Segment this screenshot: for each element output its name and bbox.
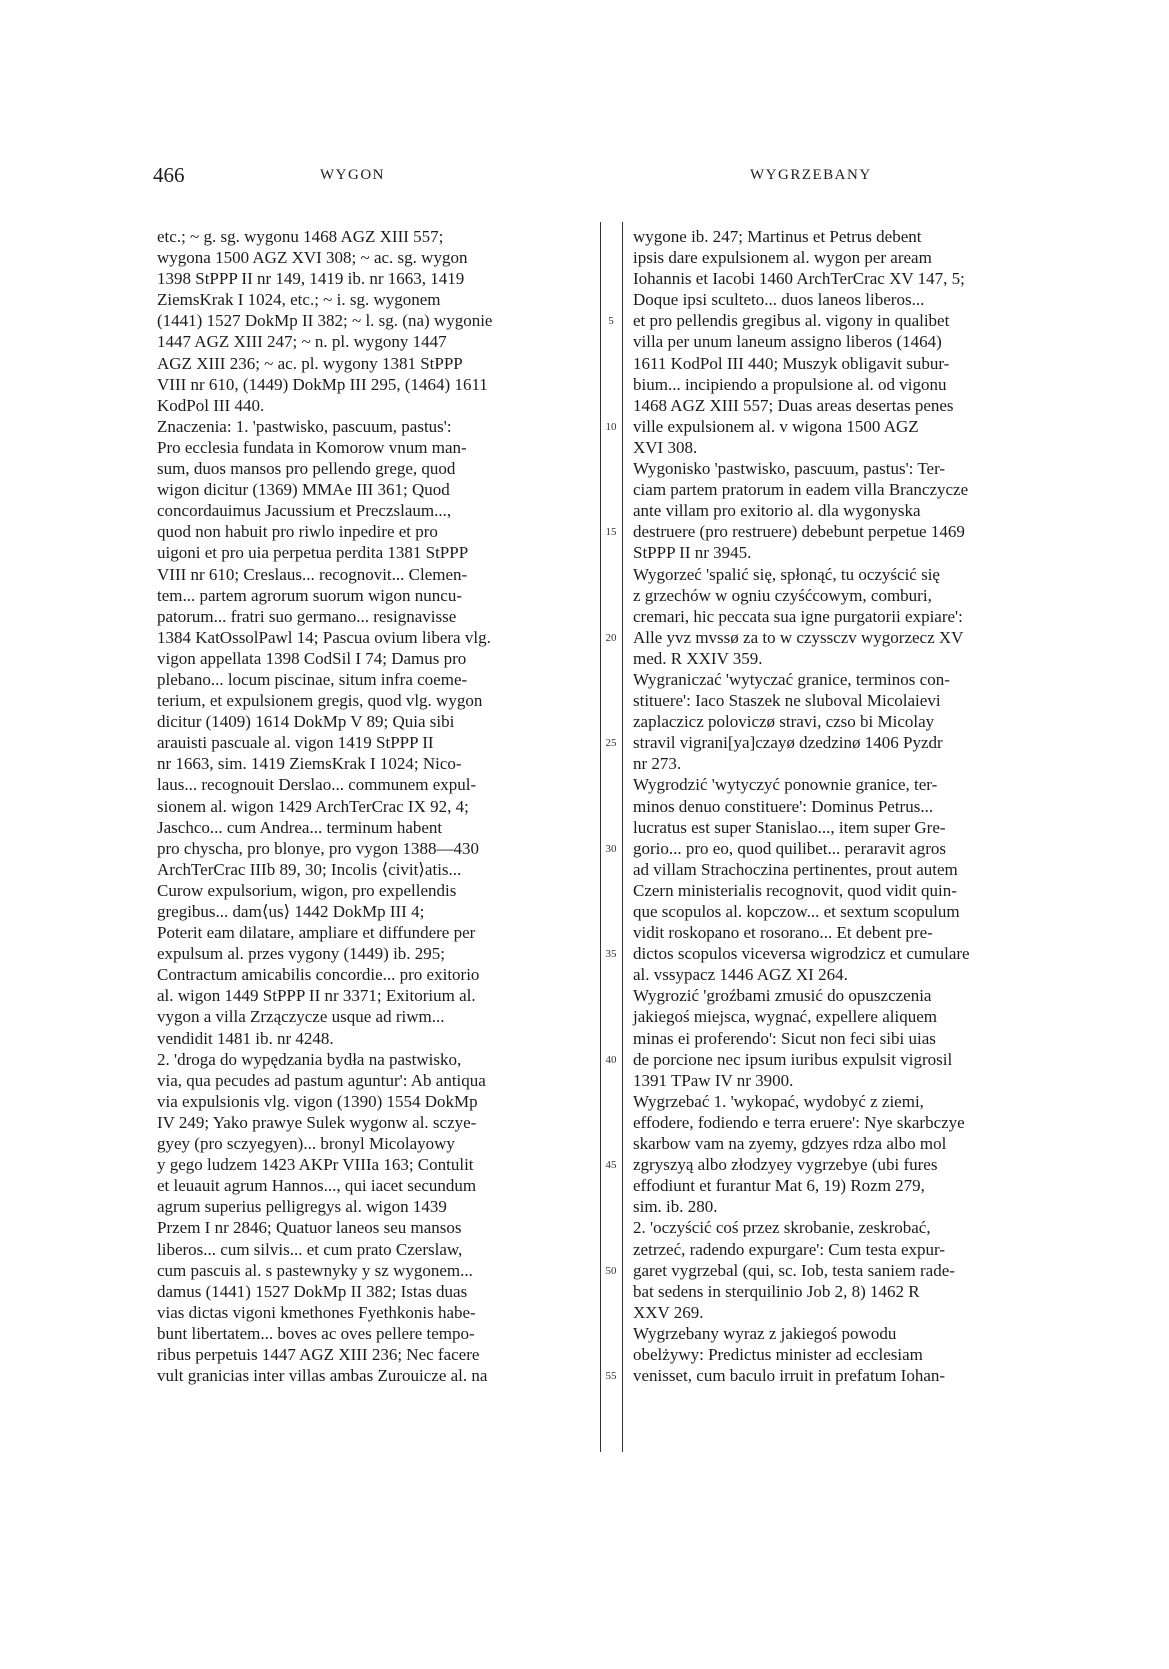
text-line: terium, et expulsionem gregis, quod vlg. wygon xyxy=(157,691,483,711)
text-line: bium... incipiendo a propulsione al. od vigonu xyxy=(633,374,947,394)
text-line: Wygrzebany wyraz z jakiegoś powodu xyxy=(633,1323,897,1343)
text-line: Czern ministerialis recognovit, quod vidit quin- xyxy=(633,880,957,900)
text-line: 2. 'oczyścić coś przez skrobanie, zeskrobać, xyxy=(633,1218,931,1238)
text-line: vias dictas vigoni kmethones Fyethkonis habe- xyxy=(157,1302,476,1322)
text-line: z grzechów w ogniu czyśćcowym, comburi, xyxy=(633,585,932,605)
text-line: gorio... pro eo, quod quilibet... peraravit agros xyxy=(633,838,947,858)
text-line: minos denuo constituere': Dominus Petrus... xyxy=(633,796,934,816)
text-line: villa per unum laneum assigno liberos (1464) xyxy=(633,332,942,352)
text-line: AGZ XIII 236; ~ ac. pl. wygony 1381 StPPP xyxy=(157,353,463,373)
text-line: Wygraniczać 'wytyczać granice, terminos con- xyxy=(633,669,950,689)
text-line: gregibus... dam⟨us⟩ 1442 DokMp III 4; xyxy=(157,902,425,921)
text-line: via expulsionis vlg. vigon (1390) 1554 DokMp xyxy=(157,1091,478,1111)
text-line: y gego ludzem 1423 AKPr VIIIa 163; Contulit xyxy=(157,1155,474,1175)
text-line: ribus perpetuis 1447 AGZ XIII 236; Nec facere xyxy=(157,1344,480,1364)
text-line: Wygrozić 'groźbami zmusić do opuszczenia xyxy=(633,986,932,1006)
text-line: Doque ipsi sculteto... duos laneos liberos... xyxy=(633,290,925,310)
text-line: XXV 269. xyxy=(633,1302,704,1322)
text-line: et pro pellendis gregibus al. vigony in qualibet xyxy=(633,311,950,331)
text-line: skarbow vam na zyemy, gdzyes rdza albo mol xyxy=(633,1134,947,1154)
line-number: 45 xyxy=(605,1159,617,1172)
left-column xyxy=(157,226,589,1386)
text-line: 1391 TPaw IV nr 3900. xyxy=(633,1070,794,1090)
text-line: de porcione nec ipsum iuribus expulsit vigrosil xyxy=(633,1049,953,1069)
text-line: 1468 AGZ XIII 557; Duas areas desertas penes xyxy=(633,395,954,415)
text-line: dicitur (1409) 1614 DokMp V 89; Quia sibi xyxy=(157,712,455,732)
text-line: destruere (pro restruere) debebunt perpetue 1469 xyxy=(633,522,965,542)
text-line: VIII nr 610, (1449) DokMp III 295, (1464) 1611 xyxy=(157,374,488,394)
text-line: et leuauit agrum Hannos..., qui iacet secundum xyxy=(157,1176,477,1196)
text-line: Poterit eam dilatare, ampliare et diffundere per xyxy=(157,923,476,943)
text-line: Wygrzebać 1. 'wykopać, wydobyć z ziemi, xyxy=(633,1091,924,1111)
text-line: al. vssypacz 1446 AGZ XI 264. xyxy=(633,965,848,985)
text-line: wygona 1500 AGZ XVI 308; ~ ac. sg. wygon xyxy=(157,248,468,268)
text-line: al. wigon 1449 StPPP II nr 3371; Exitorium al. xyxy=(157,986,476,1006)
text-line: nr 1663, sim. 1419 ZiemsKrak I 1024; Nico- xyxy=(157,754,462,774)
text-line: concordauimus Jacussium et Preczslaum..., xyxy=(157,501,452,521)
text-line: Jaschco... cum Andrea... terminum habent xyxy=(157,817,443,837)
text-line: IV 249; Yako prawye Sulek wygonw al. sczye- xyxy=(157,1112,477,1132)
text-line: zaplaczicz poloviczø stravi, czso bi Micolay xyxy=(633,712,935,732)
text-line: quod non habuit pro riwlo inpedire et pro xyxy=(157,522,438,542)
text-line: expulsum al. przes vygony (1449) ib. 295; xyxy=(157,944,446,964)
page-number: 466 xyxy=(153,163,185,187)
text-line: VIII nr 610; Creslaus... recognovit... Clemen- xyxy=(157,564,468,584)
text-line: Przem I nr 2846; Quatuor laneos seu mansos xyxy=(157,1218,462,1238)
text-line: liberos... cum silvis... et cum prato Czerslaw, xyxy=(157,1239,463,1259)
text-line: Pro ecclesia fundata in Komorow vnum man- xyxy=(157,437,467,457)
text-line: vendidit 1481 ib. nr 4248. xyxy=(157,1028,334,1048)
text-line: ville expulsionem al. v wigona 1500 AGZ xyxy=(633,416,919,436)
text-line: uigoni et pro uia perpetua perdita 1381 StPPP xyxy=(157,543,469,563)
text-line: zetrzeć, radendo expurgare': Cum testa expur- xyxy=(633,1239,946,1259)
line-number: 20 xyxy=(605,631,617,644)
line-number: 55 xyxy=(605,1370,617,1383)
text-line: que scopulos al. kopczow... et sextum scopulum xyxy=(633,902,960,921)
text-line: vult granicias inter villas ambas Zurouicze al. na xyxy=(157,1366,488,1386)
line-number: 15 xyxy=(605,526,617,539)
text-line: wigon dicitur (1369) MMAe III 361; Quod xyxy=(157,480,450,500)
running-head-right: WYGRZEBANY xyxy=(750,167,872,183)
line-number: 30 xyxy=(605,842,617,855)
text-line: laus... recognouit Derslao... communem expul- xyxy=(157,775,477,795)
text-line: minas ei proferendo': Sicut non feci sibi uias xyxy=(633,1028,936,1048)
text-line: Curow expulsorium, wigon, pro expellendis xyxy=(157,880,457,900)
right-column xyxy=(633,226,1065,1386)
text-line: stituere': Iaco Staszek ne sluboval Micolaievi xyxy=(633,691,941,711)
text-line: stravil vigrani[ya]czayø dzedzinø 1406 Pyzdr xyxy=(633,733,943,753)
text-line: vidit roskopano et rosorano... Et debent pre- xyxy=(633,923,933,943)
text-line: 1398 StPPP II nr 149, 1419 ib. nr 1663, 1419 xyxy=(157,269,465,289)
text-line: wygone ib. 247; Martinus et Petrus debent xyxy=(633,227,922,246)
text-line: sim. ib. 280. xyxy=(633,1197,718,1217)
text-line: med. R XXIV 359. xyxy=(633,648,763,668)
text-line: Znaczenia: 1. 'pastwisko, pascuum, pastus': xyxy=(157,416,452,436)
text-line: bat sedens in sterquilinio Job 2, 8) 1462 R xyxy=(633,1281,920,1301)
text-line: bunt libertatem... boves ac oves pellere tempo- xyxy=(157,1323,475,1343)
text-line: Iohannis et Iacobi 1460 ArchTerCrac XV 147, 5; xyxy=(633,269,965,289)
line-number: 50 xyxy=(605,1264,617,1277)
text-line: 1384 KatOssolPawl 14; Pascua ovium libera vlg. xyxy=(157,627,491,647)
text-line: 1447 AGZ XIII 247; ~ n. pl. wygony 1447 xyxy=(157,332,447,352)
text-line: gyey (pro sczyegyen)... bronyl Micolayowy xyxy=(157,1134,455,1154)
text-line: nr 273. xyxy=(633,754,682,774)
text-line: 1611 KodPol III 440; Muszyk obligavit subur- xyxy=(633,353,950,373)
text-line: tem... partem agrorum suorum wigon nuncu- xyxy=(157,585,462,605)
text-line: garet vygrzebal (qui, sc. Iob, testa saniem rade- xyxy=(633,1260,955,1280)
text-line: ante villam pro exitorio al. dla wygonyska xyxy=(633,501,921,521)
text-line: Contractum amicabilis concordie... pro exitorio xyxy=(157,965,480,985)
text-line: dictos scopulos viceversa wigrodzicz et cumulare xyxy=(633,944,970,964)
text-line: StPPP II nr 3945. xyxy=(633,543,752,563)
running-head-left: WYGON xyxy=(320,167,385,183)
text-line: 2. 'droga do wypędzania bydła na pastwisko, xyxy=(157,1049,462,1069)
text-line: cremari, hic peccata sua igne purgatorii expiare': xyxy=(633,606,963,626)
text-line: pro chyscha, pro blonye, pro vygon 1388—430 xyxy=(157,838,480,858)
text-line: Wygonisko 'pastwisko, pascuum, pastus': Ter- xyxy=(633,459,946,479)
text-line: sum, duos mansos pro pellendo grege, quod xyxy=(157,459,456,479)
text-line: Wygrodzić 'wytyczyć ponownie granice, ter- xyxy=(633,775,938,795)
text-line: XVI 308. xyxy=(633,437,698,457)
text-line: (1441) 1527 DokMp II 382; ~ l. sg. (na) wygonie xyxy=(157,311,493,331)
text-line: etc.; ~ g. sg. wygonu 1468 AGZ XIII 557; xyxy=(157,227,444,246)
text-line: plebano... locum piscinae, situm infra coeme- xyxy=(157,669,468,689)
text-line: ArchTerCrac IIIb 89, 30; Incolis ⟨civit⟩atis... xyxy=(157,859,462,879)
text-line: agrum superius pelligregys al. wigon 1439 xyxy=(157,1197,447,1217)
text-line: Wygorzeć 'spalić się, spłonąć, tu oczyścić się xyxy=(633,564,940,584)
text-line: via, qua pecudes ad pastum aguntur': Ab antiqua xyxy=(157,1070,486,1090)
text-line: arauisti pascuale al. vigon 1419 StPPP II xyxy=(157,733,434,753)
text-line: sionem al. wigon 1429 ArchTerCrac IX 92, 4; xyxy=(157,796,469,816)
line-number: 25 xyxy=(605,737,617,750)
text-line: ipsis dare expulsionem al. wygon per aream xyxy=(633,248,932,268)
text-line: ZiemsKrak I 1024, etc.; ~ i. sg. wygonem xyxy=(157,290,441,310)
page-header xyxy=(0,163,1169,193)
text-line: Alle yvz mvssø za to w czyssczv wygorzecz XV xyxy=(633,627,964,647)
text-line: effodiunt et furantur Mat 6, 19) Rozm 279, xyxy=(633,1176,925,1196)
text-line: cum pascuis al. s pastewnyky y sz wygonem... xyxy=(157,1260,473,1280)
text-line: damus (1441) 1527 DokMp II 382; Istas duas xyxy=(157,1281,468,1301)
line-number: 40 xyxy=(605,1053,617,1066)
text-line: jakiegoś miejsca, wygnać, expellere aliquem xyxy=(633,1007,937,1027)
text-line: vygon a villa Zrzączycze usque ad riwm... xyxy=(157,1007,445,1027)
text-line: obelżywy: Predictus minister ad ecclesiam xyxy=(633,1344,923,1364)
line-number: 5 xyxy=(608,315,614,328)
text-line: KodPol III 440. xyxy=(157,395,265,415)
text-line: ad villam Strachoczina pertinentes, prout autem xyxy=(633,859,958,879)
text-line: lucratus est super Stanislao..., item super Gre- xyxy=(633,817,946,837)
text-line: effodere, fodiendo e terra eruere': Nye skarbczye xyxy=(633,1112,965,1132)
line-number: 10 xyxy=(605,420,617,433)
text-line: patorum... fratri suo germano... resignavisse xyxy=(157,606,457,626)
column-rule-right xyxy=(622,222,623,1452)
text-line: venisset, cum baculo irruit in prefatum Iohan- xyxy=(633,1366,946,1386)
line-number: 35 xyxy=(605,948,617,961)
text-line: ciam partem pratorum in eadem villa Branczycze xyxy=(633,480,969,500)
text-line: zgryszyą albo złodzyey vygrzebye (ubi fures xyxy=(633,1155,938,1175)
text-line: vigon appellata 1398 CodSil I 74; Damus pro xyxy=(157,648,467,668)
